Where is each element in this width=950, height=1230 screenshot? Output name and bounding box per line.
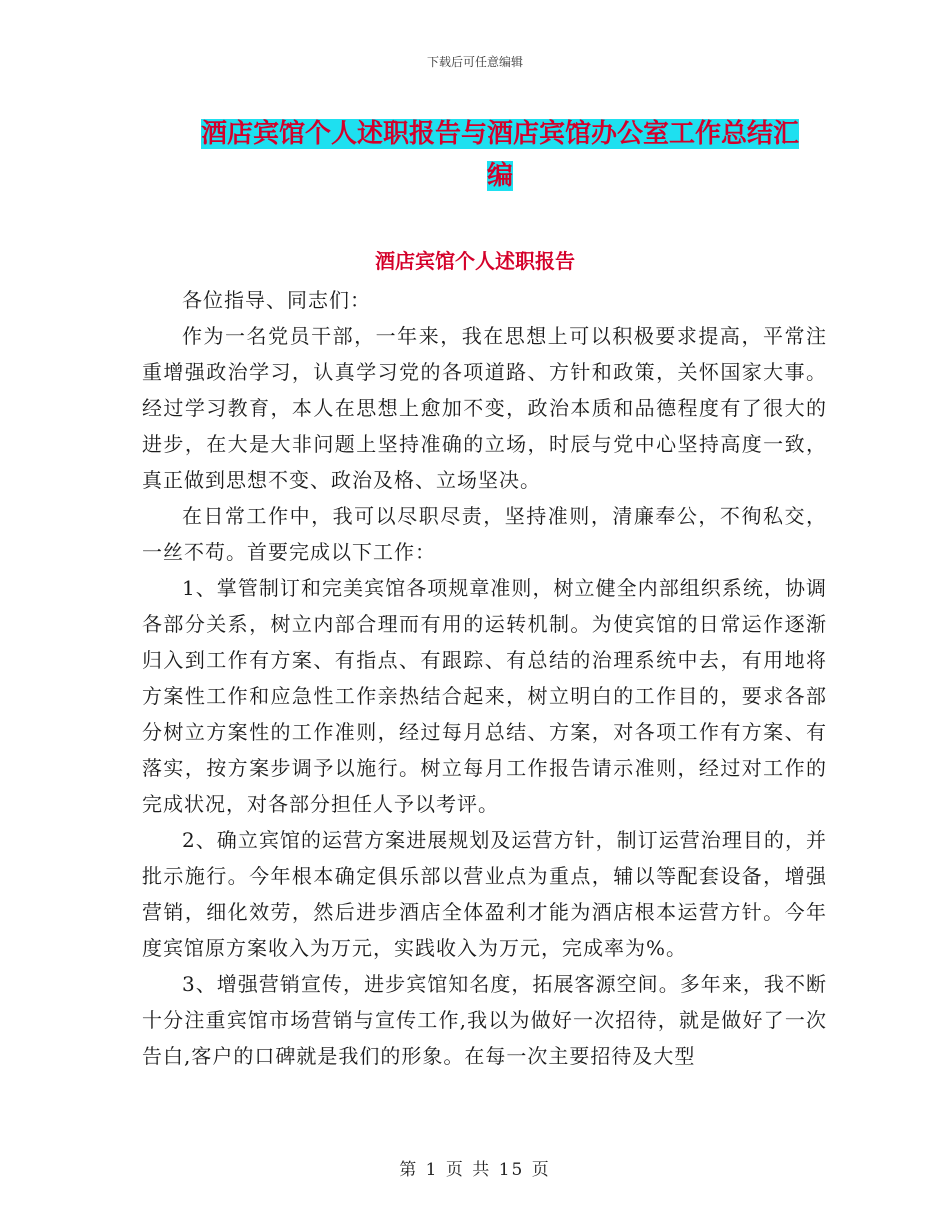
document-body (142, 282, 827, 1074)
document-title-text: 酒店宾馆个人述职报告与酒店宾馆办公室工作总结汇编 (200, 119, 799, 191)
body-paragraph: 3、增强营销宣传，进步宾馆知名度，拓展客源空间。多年来，我不断十分注重宾馆市场营销与宣传工作,我以为做好一次招待，就是做好了一次告白,客户的口碑就是我们的形象。在每一次主要招待及大型 (142, 972, 827, 1068)
page-footer: 第 1 页 共 15 页 (399, 1160, 551, 1180)
document-title (195, 113, 805, 197)
header-note: 下载后可任意编辑 (426, 55, 523, 69)
body-paragraph: 在日常工作中，我可以尽职尽责，坚持准则，清廉奉公，不徇私交，一丝不苟。首要完成以下工作： (142, 504, 827, 564)
section-title: 酒店宾馆个人述职报告 (375, 249, 575, 273)
salutation-paragraph: 各位指导、同志们： (182, 288, 371, 312)
body-paragraph: 2、确立宾馆的运营方案进展规划及运营方针，制订运营治理目的，并批示施行。今年根本确定俱乐部以营业点为重点，辅以等配套设备，增强营销，细化效劳，然后进步酒店全体盈利才能为酒店根本运营方针。今年度宾馆原方案收入为万元，实践收入为万元，完成率为%。 (142, 828, 827, 960)
body-paragraph: 1、掌管制订和完美宾馆各项规章准则，树立健全内部组织系统，协调各部分关系，树立内部合理而有用的运转机制。为使宾馆的日常运作逐渐归入到工作有方案、有指点、有跟踪、有总结的治理系统中去，有用地将方案性工作和应急性工作亲热结合起来，树立明白的工作目的，要求各部分树立方案性的工作准则，经过每月总结、方案，对各项工作有方案、有落实，按方案步调予以施行。树立每月工作报告请示准则，经过对工作的完成状况，对各部分担任人予以考评。 (142, 576, 827, 816)
body-paragraph: 作为一名党员干部，一年来，我在思想上可以积极要求提高，平常注重增强政治学习，认真学习党的各项道路、方针和政策，关怀国家大事。经过学习教育，本人在思想上愈加不变，政治本质和品德程度有了很大的进步，在大是大非问题上坚持准确的立场，时辰与党中心坚持高度一致，真正做到思想不变、政治及格、立场坚决。 (142, 324, 827, 492)
